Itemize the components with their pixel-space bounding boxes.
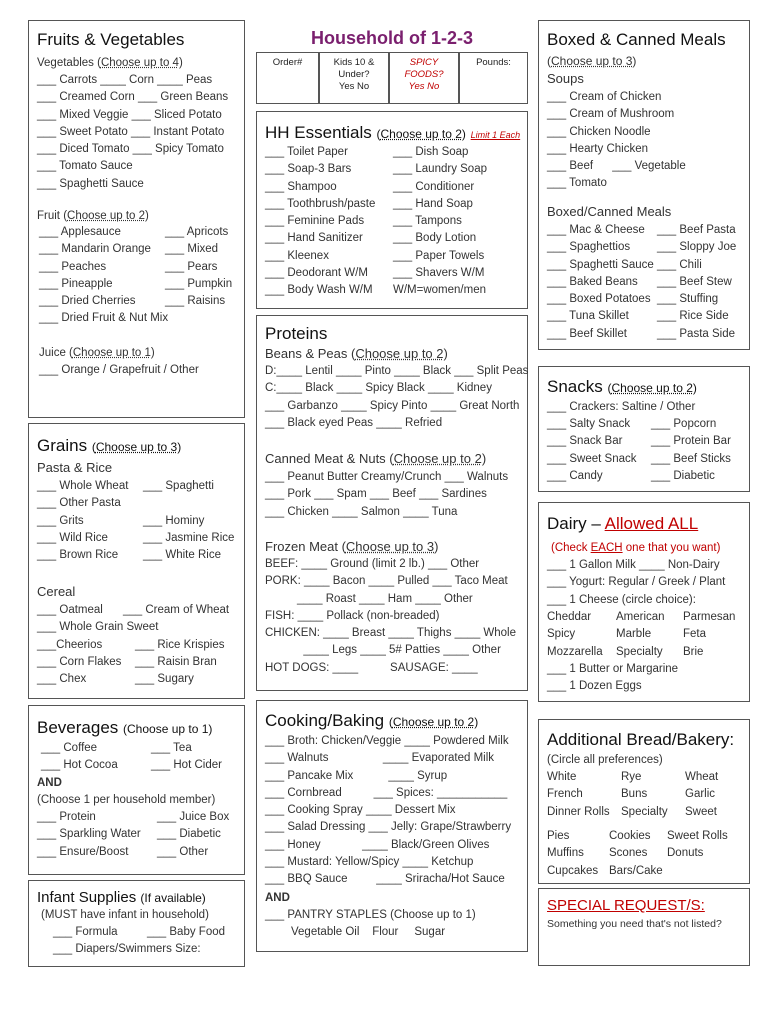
soup-item[interactable]: ___ Cream of Mushroom (547, 108, 675, 121)
fruit-item[interactable]: ___ Raisins (165, 295, 226, 308)
beverage-item[interactable]: ___ Juice Box (157, 811, 230, 823)
nuts-row[interactable]: ___ Pork ___ Spam ___ Beef ___ Sardines (265, 488, 487, 501)
pantry-options[interactable]: Vegetable Oil Flour Sugar (291, 926, 446, 938)
hh-item[interactable]: ___ Toilet Paper (265, 146, 348, 158)
snack-item[interactable]: ___ Salty Snack (547, 418, 631, 430)
veg-row[interactable]: ___ Tomato Sauce (37, 160, 133, 173)
hh-item[interactable]: ___ Body Wash W/M (265, 284, 373, 297)
beverage-item[interactable]: ___ Hot Cocoa (41, 759, 118, 772)
dairy-list (547, 557, 725, 609)
snack-item[interactable]: ___ Beef Sticks (651, 452, 731, 465)
hh-essentials-section (256, 111, 528, 309)
infant-title: Infant Supplies (If available) (37, 889, 206, 906)
hh-item[interactable]: ___ Hand Soap (393, 197, 473, 210)
cooking-list (265, 733, 511, 889)
bakery-option[interactable]: Bars/Cake (609, 864, 663, 877)
meal-item[interactable]: ___ Mac & Cheese (547, 224, 645, 236)
cereal-item[interactable]: ___ Rice Krispies (135, 638, 225, 651)
pantry-staples[interactable]: ___ PANTRY STAPLES (Choose up to 1) (265, 909, 476, 921)
cereal-label: Cereal (37, 584, 76, 599)
soups-label: Soups (547, 71, 584, 86)
dairy-item[interactable]: ___ 1 Dozen Eggs (547, 680, 642, 693)
kids-label-2: Under? (338, 69, 370, 80)
grain-item[interactable]: ___ Grits (37, 514, 84, 527)
fruit-item[interactable]: ___ Dried Cherries (39, 295, 136, 308)
bread-option[interactable]: Buns (621, 788, 648, 801)
beverage-item[interactable]: ___ Protein (37, 811, 96, 823)
fruit-item[interactable]: ___ Pumpkin (165, 277, 233, 290)
frozen-row[interactable]: PORK: ____ Bacon ____ Pulled ___ Taco Meat (265, 575, 508, 588)
hh-item[interactable]: ___ Conditioner (393, 180, 475, 193)
cheese-col-1 (547, 609, 603, 661)
soup-item[interactable]: ___ Chicken Noodle (547, 125, 651, 138)
bakery-option[interactable]: Cupcakes (547, 864, 599, 877)
cheese-option[interactable]: Brie (683, 645, 704, 658)
fruit-item[interactable]: ___ Pineapple (39, 277, 113, 290)
bread-option[interactable]: Specialty (621, 805, 668, 818)
snack-item[interactable]: ___ Snack Bar (547, 435, 623, 448)
pasta-rice-label: Pasta & Rice (37, 460, 113, 475)
juice-label: Juice (Choose up to 1) (39, 347, 155, 359)
dairy-title: Dairy – Allowed ALL (547, 514, 699, 533)
meal-item[interactable]: ___ Beef Skillet (547, 327, 627, 340)
page-title (256, 28, 528, 49)
bakery-option[interactable]: Cookies (609, 830, 651, 842)
cheese-option[interactable]: Feta (683, 628, 707, 641)
cooking-row[interactable]: ___ Walnuts ____ Evaporated Milk (265, 752, 495, 765)
cheese-option[interactable]: Cheddar (547, 611, 592, 623)
snack-item[interactable]: ___ Diabetic (651, 469, 715, 482)
hh-item[interactable]: ___ Soap-3 Bars (265, 163, 352, 176)
bread-note: (Circle all preferences) (547, 754, 663, 766)
nuts-row[interactable]: ___ Peanut Butter Creamy/Crunch ___ Walnuts (265, 471, 509, 483)
beverage-item[interactable]: ___ Coffee (41, 742, 98, 754)
juice-row[interactable]: ___ Orange / Grapefruit / Other (39, 364, 199, 376)
page-title-text: Household of 1-2-3 (310, 28, 473, 48)
cooking-row[interactable]: ___ Cornbread ___ Spices: ___________ (265, 786, 508, 799)
beverage-list2-left (37, 809, 141, 861)
infant-formula[interactable]: ___ Formula (53, 926, 118, 938)
cheese-option[interactable]: Marble (616, 628, 652, 641)
snack-item[interactable]: ___ Protein Bar (651, 435, 731, 448)
beverage-item[interactable]: ___ Ensure/Boost (37, 845, 129, 858)
order-number-field[interactable] (256, 52, 319, 104)
frozen-label: Frozen Meat (Choose up to 3) (265, 539, 439, 554)
boxed-canned-section (538, 20, 750, 350)
pasta-list-left (37, 478, 128, 564)
cereal-item[interactable]: ___ Oatmeal (37, 604, 103, 616)
meal-item[interactable]: ___ Sloppy Joe (657, 241, 737, 254)
beans-row[interactable]: ___ Black eyed Peas ____ Refried (265, 416, 443, 429)
snacks-list-right (651, 416, 731, 485)
fruit-item[interactable]: ___ Applesauce (39, 226, 121, 238)
meal-item[interactable]: ___ Boxed Potatoes (547, 293, 651, 306)
bread-col-3 (685, 769, 718, 821)
grain-item[interactable]: ___ Other Pasta (37, 497, 121, 510)
proteins-section (256, 315, 528, 691)
hh-item[interactable]: ___ Dish Soap (393, 146, 469, 158)
cooking-row[interactable]: ___ Salad Dressing ___ Jelly: Grape/Strawberry (265, 821, 512, 834)
bread-option[interactable]: Dinner Rolls (547, 805, 610, 818)
hh-item[interactable]: ___ Laundry Soap (393, 163, 487, 176)
cereal-item[interactable]: ___ Cream of Wheat (123, 604, 230, 616)
spicy-yes-no[interactable]: Yes No (408, 81, 440, 92)
meal-item[interactable]: ___ Beef Stew (657, 275, 732, 288)
cooking-row[interactable]: ___ BBQ Sauce ____ Sriracha/Hot Sauce (265, 873, 505, 886)
cooking-title: Cooking/Baking (Choose up to 2) (265, 711, 479, 730)
frozen-row[interactable]: HOT DOGS: ____ SAUSAGE: ____ (265, 661, 478, 674)
kids-yes-no[interactable]: Yes No (338, 81, 370, 92)
grain-item[interactable]: ___ Wild Rice (37, 531, 108, 544)
dairy-item[interactable]: ___ 1 Cheese (circle choice): (547, 593, 696, 606)
fruit-list-left (39, 224, 168, 328)
cooking-row[interactable]: ___ Cooking Spray ____ Dessert Mix (265, 804, 456, 817)
frozen-row[interactable]: ____ Legs ____ 5# Patties ____ Other (265, 644, 501, 657)
cheese-option[interactable]: Mozzarella (547, 645, 603, 658)
hh-list-left (265, 144, 375, 300)
cheese-option[interactable]: Spicy (547, 628, 576, 641)
bakery-option[interactable]: Scones (609, 847, 648, 860)
cereal-item[interactable]: ___ Chex (37, 673, 87, 686)
bakery-col-3 (667, 828, 728, 863)
frozen-row[interactable]: FISH: ____ Pollack (non-breaded) (265, 609, 440, 622)
beans-label: Beans & Peas (Choose up to 2) (265, 346, 448, 361)
grains-title: Grains (Choose up to 3) (37, 436, 182, 455)
cooking-baking-section (256, 700, 528, 952)
grain-item[interactable]: ___ Spaghetti (143, 480, 214, 492)
nuts-list (265, 469, 508, 521)
snack-item[interactable]: ___ Candy (547, 469, 603, 482)
dairy-item[interactable]: ___ 1 Butter or Margarine (547, 663, 679, 675)
meal-item[interactable]: ___ Spaghetti Sauce (547, 258, 654, 271)
bakery-option[interactable]: Pies (547, 830, 570, 842)
cooking-row[interactable]: ___ Broth: Chicken/Veggie ____ Powdered Milk (265, 735, 509, 747)
snacks-section (538, 366, 750, 492)
fruit-item[interactable]: ___ Dried Fruit & Nut Mix (39, 312, 169, 325)
meals-list-left (547, 222, 654, 343)
cereal-item[interactable]: ___ Sugary (135, 673, 194, 686)
infant-note: (MUST have infant in household) (41, 909, 209, 921)
beverages-title: Beverages (Choose up to 1) (37, 718, 213, 737)
order-label: Order# (272, 57, 303, 68)
special-note: Something you need that's not listed? (547, 918, 722, 930)
hh-item[interactable]: ___ Hand Sanitizer (265, 232, 363, 245)
beans-row[interactable]: C:____ Black ____ Spicy Black ____ Kidney (265, 382, 492, 395)
bakery-col-1 (547, 828, 598, 880)
boxed-choose: (Choose up to 3) (547, 54, 637, 68)
hh-title: HH Essentials (Choose up to 2) Limit 1 Each (265, 123, 521, 142)
beans-row[interactable]: D:____ Lentil ____ Pinto ____ Black ___ Split Peas (265, 365, 529, 377)
hh-legend: W/M=women/men (393, 284, 486, 297)
beverages-and: AND (37, 777, 62, 789)
fruit-list-right (165, 224, 232, 310)
spicy-label-2: FOODS? (404, 69, 444, 80)
cereal-item[interactable]: ___ Corn Flakes (37, 655, 122, 668)
fruit-label: Fruit (Choose up to 2) (37, 210, 149, 222)
infant-supplies-section (28, 880, 245, 967)
hh-item[interactable]: ___ Feminine Pads (265, 215, 365, 228)
dairy-list-2 (547, 661, 678, 696)
cooking-row[interactable]: ___ Pancake Mix ____ Syrup (265, 769, 448, 782)
hh-list-right (393, 144, 487, 300)
bread-col-1 (547, 769, 610, 821)
beverage-item[interactable]: ___ Other (157, 845, 209, 858)
cooking-and: AND (265, 892, 290, 904)
hh-item[interactable]: ___ Shampoo (265, 180, 337, 193)
infant-diapers[interactable]: ___ Diapers/Swimmers Size: (53, 943, 201, 955)
veg-row[interactable]: ___ Spaghetti Sauce (37, 177, 144, 190)
meal-item[interactable]: ___ Rice Side (657, 310, 729, 323)
meals-list-right (657, 222, 736, 343)
cooking-row[interactable]: ___ Mustard: Yellow/Spicy ____ Ketchup (265, 856, 474, 869)
snack-crackers[interactable]: ___ Crackers: Saltine / Other (547, 401, 696, 413)
fruit-item[interactable]: ___ Apricots (165, 226, 229, 238)
soup-item[interactable]: ___ Beef ___ Vegetable (547, 160, 686, 173)
beverage-item[interactable]: ___ Diabetic (157, 828, 221, 841)
boxed-meals-label: Boxed/Canned Meals (547, 204, 672, 219)
dairy-item[interactable]: ___ 1 Gallon Milk ____ Non-Dairy (547, 559, 720, 571)
bread-option[interactable]: Garlic (685, 788, 716, 801)
beverage-item[interactable]: ___ Sparkling Water (37, 828, 141, 841)
bakery-option[interactable]: Muffins (547, 847, 584, 860)
meal-item[interactable]: ___ Chili (657, 258, 702, 271)
nuts-row[interactable]: ___ Chicken ____ Salmon ____ Tuna (265, 505, 458, 518)
bread-option[interactable]: Rye (621, 771, 642, 783)
veg-row[interactable]: ___ Sweet Potato ___ Instant Potato (37, 125, 225, 138)
spicy-field[interactable] (389, 52, 459, 104)
veg-row[interactable]: ___ Carrots ____ Corn ____ Peas (37, 74, 213, 86)
meal-item[interactable]: ___ Beef Pasta (657, 224, 736, 236)
soup-item[interactable]: ___ Hearty Chicken (547, 142, 648, 155)
veg-row[interactable]: ___ Creamed Corn ___ Green Beans (37, 91, 229, 104)
cheese-option[interactable]: Specialty (616, 645, 663, 658)
fruit-item[interactable]: ___ Pears (165, 260, 218, 273)
meal-item[interactable]: ___ Tuna Skillet (547, 310, 629, 323)
beans-row[interactable]: ___ Garbanzo ____ Spicy Pinto ____ Great North (265, 399, 520, 412)
cereal-item[interactable]: ___Cheerios (37, 638, 103, 651)
cheese-option[interactable]: Parmesan (683, 611, 736, 623)
bread-option[interactable]: French (547, 788, 583, 801)
bread-bakery-section (538, 719, 750, 884)
bakery-option[interactable]: Sweet Rolls (667, 830, 728, 842)
hh-item[interactable]: ___ Tampons (393, 215, 462, 228)
bread-col-2 (621, 769, 668, 821)
meal-item[interactable]: ___ Pasta Side (657, 327, 736, 340)
boxed-title: Boxed & Canned Meals (547, 30, 726, 49)
pounds-label: Pounds: (476, 57, 511, 68)
soup-item[interactable]: ___ Cream of Chicken (547, 91, 662, 103)
dairy-section (538, 502, 750, 702)
frozen-row[interactable]: CHICKEN: ____ Breast ____ Thighs ____ Whole (265, 627, 517, 640)
cereal-oat-right (123, 602, 229, 619)
fruit-item[interactable]: ___ Peaches (39, 260, 107, 273)
grains-section (28, 423, 245, 699)
spicy-label: SPICY (409, 57, 439, 68)
kids-label: Kids 10 & (333, 57, 375, 68)
hh-item[interactable]: ___ Shavers W/M (393, 267, 485, 280)
cereal-list-right (135, 637, 224, 689)
dairy-note: (Check EACH one that you want) (551, 542, 721, 554)
hh-item[interactable]: ___ Paper Towels (393, 249, 485, 262)
grain-item[interactable]: ___ Hominy (143, 514, 205, 527)
dairy-item[interactable]: ___ Yogurt: Regular / Greek / Plant (547, 576, 726, 589)
hh-item[interactable]: ___ Kleenex (265, 249, 329, 262)
veg-row[interactable]: ___ Diced Tomato ___ Spicy Tomato (37, 143, 224, 156)
cereal-item[interactable]: ___ Whole Grain Sweet (37, 621, 159, 634)
proteins-title: Proteins (265, 324, 328, 343)
snacks-list-left (547, 416, 637, 485)
cheese-col-2 (616, 609, 665, 661)
grain-item[interactable]: ___ White Rice (143, 549, 221, 562)
snack-item[interactable]: ___ Popcorn (651, 418, 717, 430)
bread-title: Additional Bread/Bakery: (547, 730, 735, 749)
beverage-list-right (151, 740, 222, 775)
fruits-vegetables-section (28, 20, 245, 418)
beverage-item[interactable]: ___ Hot Cider (151, 759, 222, 772)
cooking-row[interactable]: ___ Honey ____ Black/Green Olives (265, 838, 490, 851)
beverages-section (28, 705, 245, 875)
soup-item[interactable]: ___ Tomato (547, 177, 607, 190)
bakery-col-2 (609, 828, 663, 880)
grain-item[interactable]: ___ Whole Wheat (37, 480, 129, 492)
bread-option[interactable]: Sweet (685, 805, 717, 818)
meal-item[interactable]: ___ Stuffing (657, 293, 719, 306)
fruit-item[interactable]: ___ Mandarin Orange (39, 243, 151, 256)
frozen-row[interactable]: BEEF: ____ Ground (limit 2 lb.) ___ Other (265, 558, 480, 570)
cheese-option[interactable]: American (616, 611, 665, 623)
veg-row[interactable]: ___ Mixed Veggie ___ Sliced Potato (37, 108, 222, 121)
soups-list (547, 89, 686, 193)
infant-baby-food[interactable]: ___ Baby Food (147, 926, 226, 938)
bread-option[interactable]: Wheat (685, 771, 719, 783)
frozen-row[interactable]: ____ Roast ____ Ham ____ Other (265, 592, 473, 605)
vegetables-list (37, 72, 228, 193)
kids-field[interactable] (319, 52, 389, 104)
beverage-item[interactable]: ___ Tea (151, 742, 192, 754)
beans-list (265, 363, 528, 432)
cheese-col-3 (683, 609, 735, 661)
cereal-item[interactable]: ___ Raisin Bran (135, 655, 217, 668)
meal-item[interactable]: ___ Spaghettios (547, 241, 631, 254)
bread-option[interactable]: White (547, 771, 577, 783)
vegetables-label: Vegetables (Choose up to 4) (37, 57, 183, 69)
meal-item[interactable]: ___ Baked Beans (547, 275, 638, 288)
beverages-note: (Choose 1 per household member) (37, 794, 216, 806)
beverage-list2-right (157, 809, 229, 861)
pasta-list-right (143, 478, 234, 564)
snacks-title: Snacks (Choose up to 2) (547, 377, 697, 396)
special-title: SPECIAL REQUEST/S: (547, 897, 705, 914)
grain-item[interactable]: ___ Jasmine Rice (143, 531, 235, 544)
beverage-list-left (41, 740, 118, 775)
grain-item[interactable]: ___ Brown Rice (37, 549, 119, 562)
fruits-title: Fruits & Vegetables (37, 30, 185, 49)
special-requests-section[interactable] (538, 888, 750, 966)
hh-item[interactable]: ___ Body Lotion (393, 232, 477, 245)
bakery-option[interactable]: Donuts (667, 847, 704, 860)
grain-item (143, 495, 234, 512)
nuts-label: Canned Meat & Nuts (Choose up to 2) (265, 451, 487, 466)
snack-item[interactable]: ___ Sweet Snack (547, 452, 637, 465)
hh-item[interactable]: ___ Deodorant W/M (265, 267, 368, 280)
pounds-field[interactable] (459, 52, 528, 104)
fruit-item[interactable]: ___ Mixed (165, 243, 219, 256)
frozen-list (265, 556, 516, 677)
hh-item[interactable]: ___ Toothbrush/paste (265, 197, 376, 210)
